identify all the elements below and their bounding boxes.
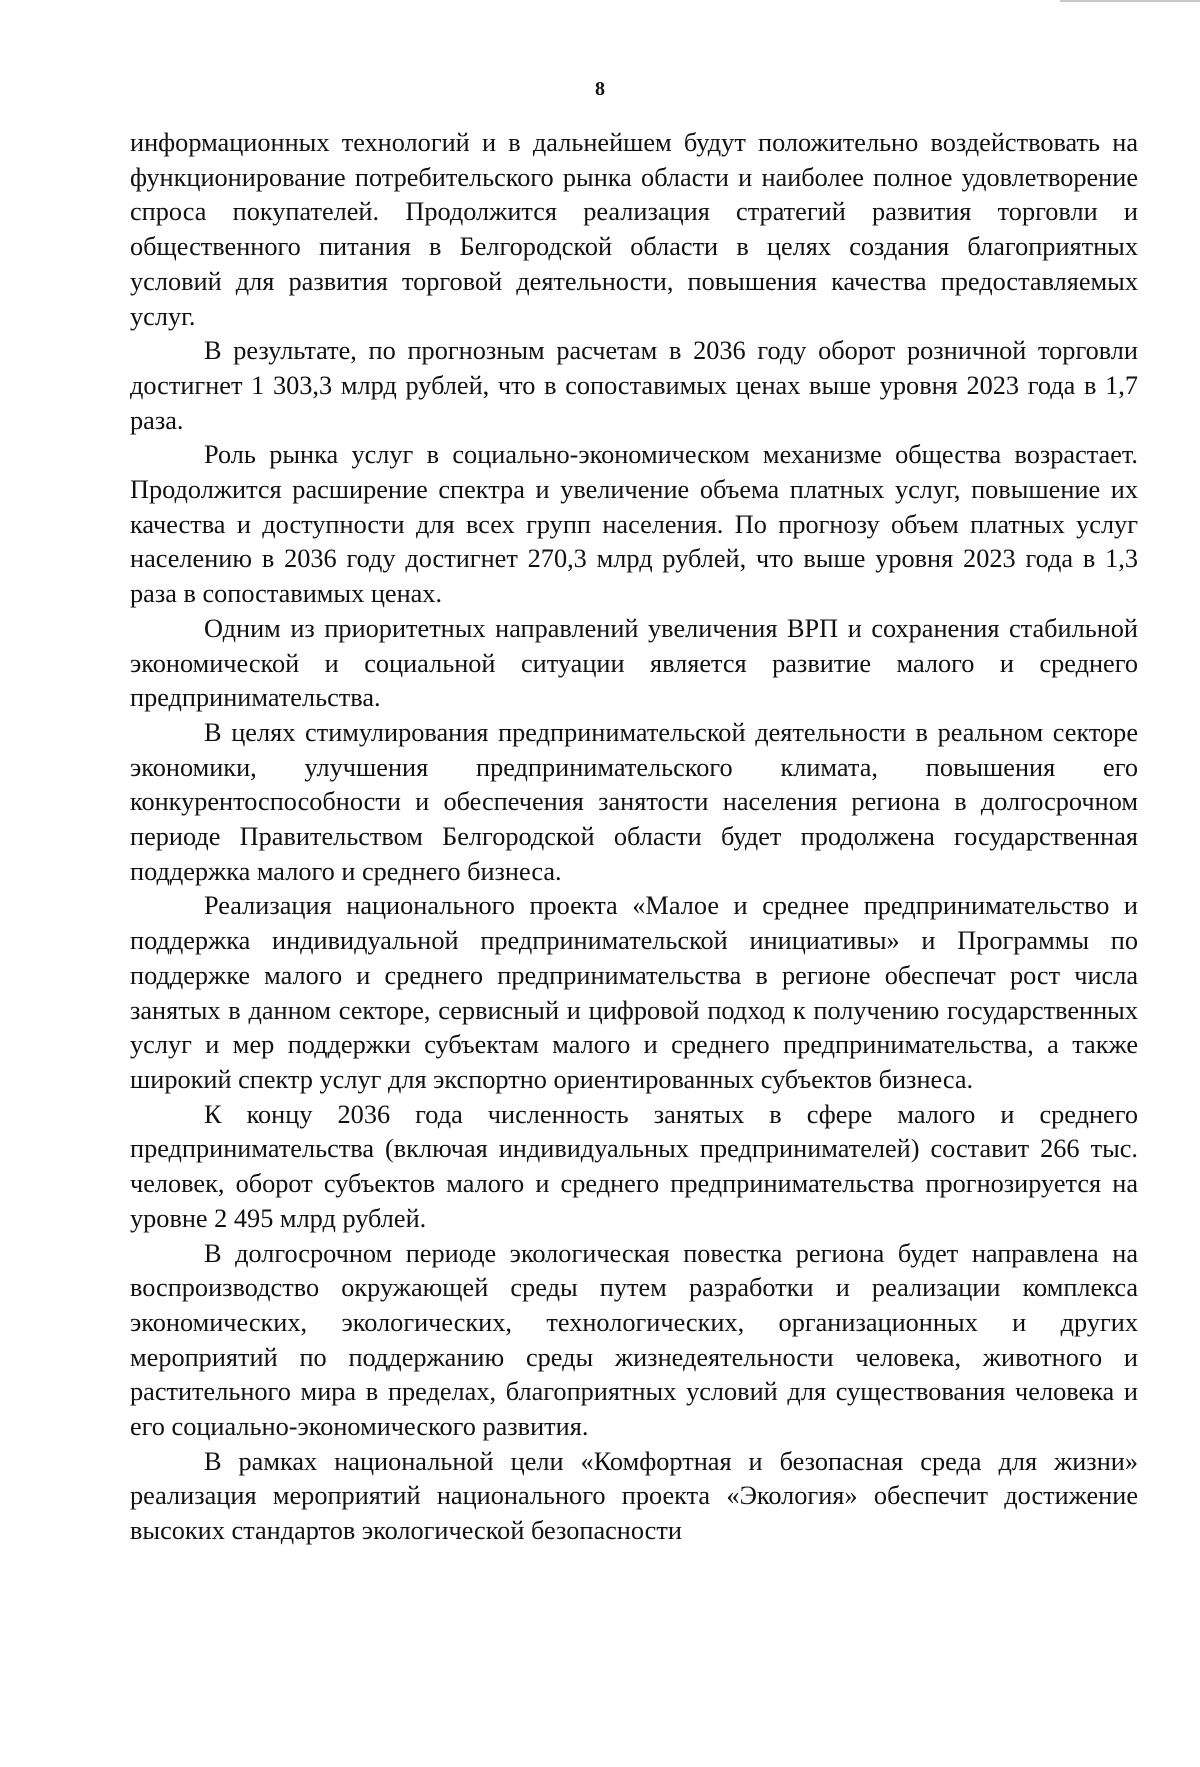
scan-edge-line — [1060, 0, 1200, 2]
paragraph: В целях стимулирования предпринимательской деятельности в реальном секторе экономики, улучшения предпринимательского климата, повышения его конкурентоспособности и обеспечения занятости населения региона в долгосрочном периоде Правительством Белгородской области будет продолжена государственная поддержка малого и среднего бизнеса. — [130, 717, 1138, 886]
paragraph: информационных технологий и в дальнейшем будут положительно воздействовать на функционирование потребительского рынка области и наиболее полное удовлетворение спроса покупателей. Продолжится реализация стратегий развития торговли и общественного питания в Белгородской области в целях создания благоприятных условий для развития торговой деятельности, повышения качества предоставляемых услуг. — [130, 128, 1138, 331]
paragraph: Реализация национального проекта «Малое и среднее предпринимательство и поддержка индивидуальной предпринимательской инициативы» и Программы по поддержке малого и среднего предпринимательства в регионе обеспечат рост числа занятых в данном секторе, сервисный и цифровой подход к получению государственных услуг и мер поддержки субъектам малого и среднего предпринимательства, а также широкий спектр услуг для экспортно ориентированных субъектов бизнеса. — [130, 891, 1138, 1094]
paragraph: В долгосрочном периоде экологическая повестка региона будет направлена на воспроизводство окружающей среды путем разработки и реализации комплекса экономических, экологических, технологических, организационных и других мероприятий по поддержанию среды жизнедеятельности человека, животного и растительного мира в пределах, благоприятных условий для существования человека и его социально-экономического развития. — [130, 1238, 1138, 1442]
paragraph: В результате, по прогнозным расчетам в 2036 году оборот розничной торговли достигнет 1 303,3 млрд рублей, что в сопоставимых ценах выше уровня 2023 года в 1,7 раза. — [130, 336, 1138, 435]
paragraph: В рамках национальной цели «Комфортная и безопасная среда для жизни» реализация мероприятий национального проекта «Экология» обеспечит достижение высоких стандартов экологической безопасности — [130, 1446, 1138, 1546]
paragraph: Роль рынка услуг в социально-экономическом механизме общества возрастает. Продолжится расширение спектра и увеличение объема платных услуг, повышение их качества и доступности для всех групп населения. По прогнозу объем платных услуг населению в 2036 году достигнет 270,3 млрд рублей, что выше уровня 2023 года в 1,3 раза в сопоставимых ценах. — [130, 440, 1138, 609]
paragraph: К концу 2036 года численность занятых в сфере малого и среднего предпринимательства (включая индивидуальных предпринимателей) составит 266 тыс. человек, оборот субъектов малого и среднего предпринимательства прогнозируется на уровне 2 495 млрд рублей. — [130, 1099, 1138, 1233]
document-body — [130, 126, 1138, 1549]
page-number: 8 — [595, 78, 605, 100]
paragraph: Одним из приоритетных направлений увеличения ВРП и сохранения стабильной экономической и социальной ситуации является развитие малого и среднего предпринимательства. — [130, 613, 1138, 713]
